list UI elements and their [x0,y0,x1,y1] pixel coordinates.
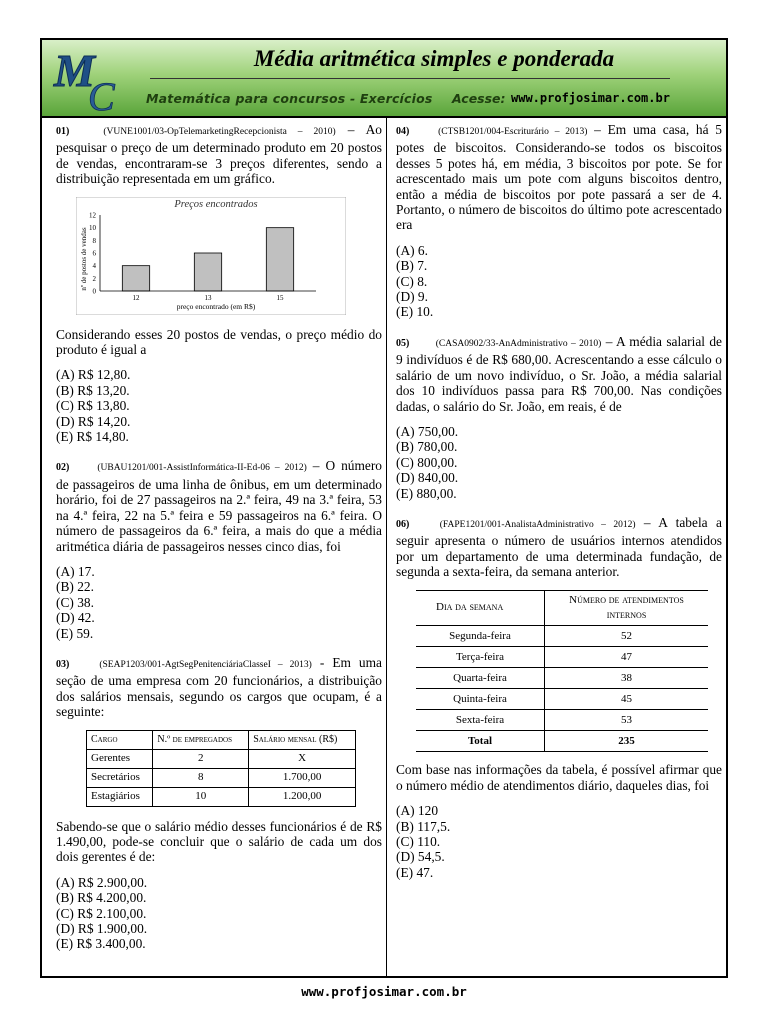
y-tick-label: 0 [92,287,96,296]
question-5-options [396,424,722,501]
question-source: (SEAP1203/001-AgtSegPenitenciáriaClasseI – 2013) [99,659,312,670]
table-row [416,626,708,647]
table-cell: 38 [545,668,709,689]
question-number: 02) [56,462,70,474]
salary-table [86,730,356,807]
table-cell: 47 [545,647,709,668]
attendance-table [416,590,708,753]
answer-option: (C) R$ 13,80. [56,398,130,414]
access-label: Acesse: [452,91,506,106]
answer-option: (B) R$ 4.200,00. [56,890,147,906]
table-cell: Segunda-feira [416,626,545,647]
table-header: Dia da semana [416,590,545,626]
table-cell: Sexta-feira [416,710,545,731]
y-tick-label: 4 [92,261,96,270]
question-text: – O número de passageiros de uma linha de ônibus, em um determinado horário, foi de 27 passageiros na 2.ª feira, 49 na 3.ª feira, 53 na 4.ª feira, 22 na 5.ª feira e 59 passageiros na 6.ª feira. O número de passageiros da 6.ª feira, a mais do que a média aritmética diária de passageiros nesses cinco dias, foi [56,458,382,554]
page-header [42,40,726,118]
footer-site-link[interactable]: www.profjosimar.com.br [301,984,467,999]
answer-option: (C) 38. [56,594,94,610]
chart-bar [122,265,149,290]
chart-bar [266,227,293,290]
answer-option: (A) R$ 12,80. [56,367,131,383]
question-text: – Em uma casa, há 5 potes de biscoitos. Considerando-se todos os biscoitos desses 5 potes há, em média, 3 biscoitos por pote. Se for acrescentado mais um pote com alguns biscoitos dentro, então a média de biscoitos por pote passará a ser de 4. Portanto, o número de biscoitos do último pote acrescentado era [396,122,723,233]
y-tick-label: 8 [92,236,96,245]
answer-option: (D) 9. [396,289,428,305]
table-cell: 53 [545,710,709,731]
table-total-row [416,731,708,752]
answer-option: (E) R$ 3.400,00. [56,936,146,952]
prices-bar-chart [76,197,346,315]
question-source: (UBAU1201/001-AssistInformática-II-Ed-06 – 2012) [97,463,307,474]
question-1-prompt: Considerando esses 20 postos de vendas, o preço médio do produto é igual a [56,326,382,358]
question-6 [396,515,722,580]
question-source: (VUNE1001/03-OpTelemarketingRecepcionista – 2010) [103,127,336,137]
table-header: Cargo [87,730,153,749]
table-row [416,668,708,689]
x-tick-label: 13 [204,293,212,302]
answer-option: (D) 54,5. [396,849,445,865]
question-3-options [56,875,382,952]
question-text: - Em uma seção de uma empresa com 20 funcionários, a distribuição dos salários mensais, segundo os cargos que ocupam, é a seguinte: [56,654,382,720]
table-cell: 2 [153,749,249,768]
table-cell: 1.200,00 [249,787,356,806]
y-tick-label: 2 [92,274,96,283]
answer-option: (E) 10. [396,304,434,320]
question-3-prompt: Sabendo-se que o salário médio desses funcionários é de R$ 1.490,00, pode-se concluir que o salário de cada um dos dois gerentes é de: [56,818,382,865]
answer-option: (A) 17. [56,563,95,579]
x-tick-label: 15 [276,293,284,302]
table-cell: 8 [153,768,249,787]
table-row [416,689,708,710]
question-2-options [56,564,382,641]
table-cell: Quinta-feira [416,689,545,710]
question-number: 01) [56,126,70,137]
header-site-link[interactable]: www.profjosimar.com.br [511,91,670,105]
table-cell: 52 [545,626,709,647]
table-row [416,647,708,668]
y-tick-label: 6 [92,249,96,258]
title-underline [150,78,670,79]
question-source: (CASA0902/33-AnAdministrativo – 2010) [435,338,602,349]
mc-logo-icon [50,42,140,114]
table-row [87,749,356,768]
worksheet-page [40,38,728,978]
answer-option: (B) R$ 13,20. [56,382,130,398]
answer-option: (A) 750,00. [396,423,459,439]
answer-option: (E) R$ 14,80. [56,429,129,445]
answer-option: (E) 47. [396,864,434,880]
left-column [56,122,382,966]
answer-option: (C) R$ 2.100,00. [56,905,147,921]
answer-option: (D) 42. [56,610,95,626]
question-number: 03) [56,658,70,670]
question-3 [56,655,382,720]
table-row [87,787,356,806]
answer-option: (B) 22. [56,579,94,595]
answer-option: (B) 780,00. [396,439,458,455]
table-cell: 10 [153,787,249,806]
table-cell: Quarta-feira [416,668,545,689]
answer-option: (D) R$ 1.900,00. [56,921,148,936]
question-text: – A tabela a seguir apresenta o número de usuários internos atendidos por um departamento de uma determinada fundação, de segunda a sexta-feira, da semana anterior. [396,514,722,580]
answer-option: (C) 8. [396,273,428,289]
y-tick-label: 10 [89,223,96,232]
chart-x-label: preço encontrado (em R$) [176,301,256,311]
x-tick-label: 12 [132,293,140,302]
table-row [416,710,708,731]
question-2 [56,458,382,553]
question-6-prompt: Com base nas informações da tabela, é possível afirmar que o número médio de atendimentos diário, daqueles dias, foi [396,762,722,793]
table-cell: Gerentes [87,749,153,768]
table-row [87,768,356,787]
question-5 [396,334,722,414]
answer-option: (B) 7. [396,258,428,274]
column-divider [386,118,387,976]
question-number: 04) [396,126,410,137]
table-header: Número de atendimentos internos [545,590,709,626]
table-cell: 235 [545,731,709,752]
answer-option: (E) 880,00. [396,485,457,501]
table-cell: Total [416,731,545,752]
table-cell: 45 [545,689,709,710]
answer-option: (E) 59. [56,625,94,641]
question-text: – Ao pesquisar o preço de um determinado produto em 20 postos de vendas, encontraram-se 3 preços diferentes, sendo a distribuição representada em um gráfico. [56,122,382,187]
question-6-options [396,803,722,880]
table-cell: Secretários [87,768,153,787]
svg-text:M: M [54,45,95,96]
page-subtitle: Matemática para concursos - Exercícios [146,91,433,106]
right-column [396,122,722,894]
y-tick-label: 12 [89,211,96,220]
answer-option: (A) 120 [396,803,439,819]
question-1 [56,122,382,187]
table-cell: Terça-feira [416,647,545,668]
page-title: Média aritmética simples e ponderada [253,46,615,71]
question-source: (FAPE1201/001-AnalistaAdministrativo – 2012) [439,519,636,530]
question-4 [396,122,722,233]
answer-option: (D) R$ 14,20. [56,413,131,429]
question-text: – A média salarial de 9 indivíduos é de R$ 680,00. Acrescentando a esse cálculo o salário de um novo indivíduo, o Sr. João, a média salarial dos 10 indivíduos passa para R$ 700,00. Nas condições dadas, o salário do Sr. João, em reais, é de [396,333,722,414]
chart-bar [194,253,221,291]
question-number: 05) [396,337,410,349]
table-header: Salário mensal (R$) [249,730,356,749]
answer-option: (D) 840,00. [396,470,459,486]
question-number: 06) [396,518,410,530]
svg-text:C: C [88,74,115,114]
table-cell: 1.700,00 [249,768,356,787]
answer-option: (B) 117,5. [396,818,451,834]
table-header: N.º de empregados [153,730,249,749]
chart-title: Preços encontrados [174,198,258,210]
table-cell: X [249,749,356,768]
table-cell: Estagiários [87,787,153,806]
answer-option: (C) 110. [396,834,441,849]
answer-option: (A) 6. [396,242,428,258]
question-source: (CTSB1201/004-Escriturário – 2013) [438,127,588,137]
answer-option: (C) 800,00. [396,454,458,470]
question-1-options [56,367,382,444]
question-4-options [396,243,722,320]
answer-option: (A) R$ 2.900,00. [56,874,148,890]
chart-y-label: nº de postos de vendas [80,227,88,291]
